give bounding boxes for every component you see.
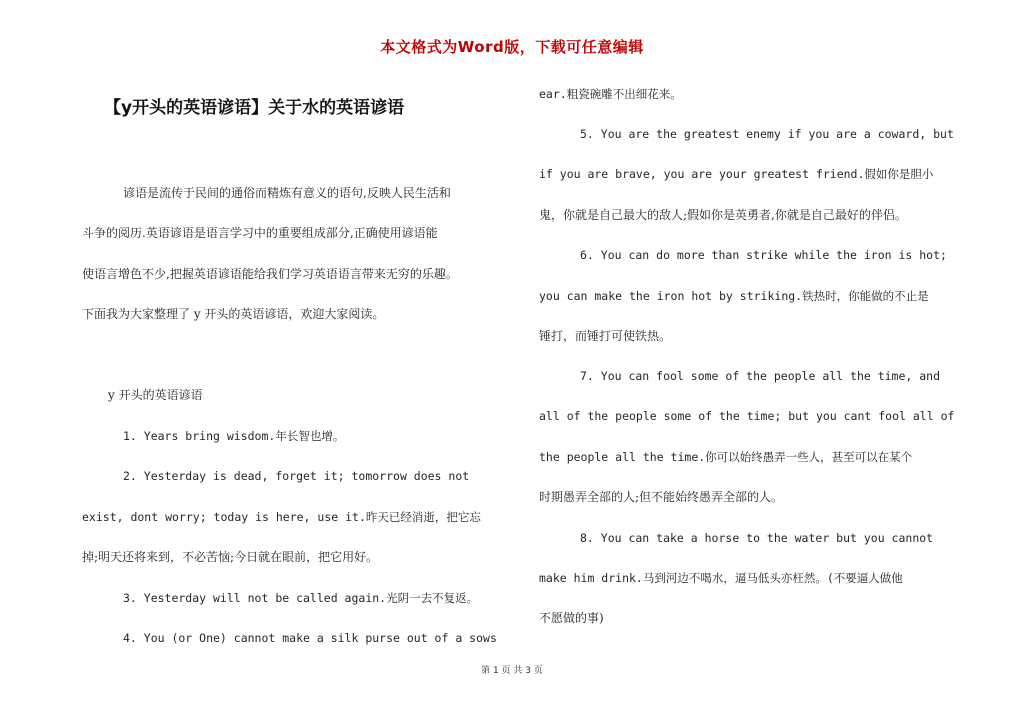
proverb-6-line-2: you can make the iron hot by striking.铁热时，你能做的不止是	[539, 289, 929, 303]
proverb-7-line-2: all of the people some of the time; but you cant fool all of	[539, 409, 955, 423]
proverb-5-line-3: 鬼，你就是自己最大的敌人;假如你是英勇者,你就是自己最好的伴侣。	[539, 208, 907, 222]
proverb-8-line-1: 8. You can take a horse to the water but you cannot	[580, 531, 934, 545]
proverb-6-line-3: 锤打，而锤打可使铁热。	[539, 329, 672, 343]
proverb-3: 3. Yesterday will not be called again.光阴一去不复返。	[123, 591, 479, 605]
intro-line-1: 谚语是流传于民间的通俗而精炼有意义的语句,反映人民生活和	[123, 186, 451, 200]
proverb-1: 1. Years bring wisdom.年长智也增。	[123, 429, 345, 443]
document-title: 【y开头的英语谚语】关于水的英语谚语	[104, 98, 405, 118]
proverb-6-line-1: 6. You can do more than strike while the iron is hot;	[580, 248, 947, 262]
intro-line-2: 斗争的阅历.英语谚语是语言学习中的重要组成部分,正确使用谚语能	[82, 226, 438, 240]
proverb-7-line-3: the people all the time.你可以始终愚弄一些人，甚至可以在某个	[539, 450, 913, 464]
section-heading: y 开头的英语谚语	[108, 388, 203, 402]
proverb-7-line-1: 7. You can fool some of the people all the time, and	[580, 369, 941, 383]
proverb-2-line-2: exist, dont worry; today is here, use it.昨天已经消逝，把它忘	[82, 510, 481, 524]
intro-line-4: 下面我为大家整理了 y 开头的英语谚语，欢迎大家阅读。	[82, 307, 385, 321]
page-number: 第 1 页 共 3 页	[481, 666, 543, 676]
proverb-4-line-2: ear.粗瓷碗雕不出细花来。	[539, 87, 682, 101]
proverb-5-line-1: 5. You are the greatest enemy if you are a coward, but	[580, 127, 954, 141]
proverb-5-line-2: if you are brave, you are your greatest friend.假如你是胆小	[539, 167, 934, 181]
proverb-8-line-3: 不愿做的事)	[539, 611, 604, 625]
intro-line-3: 使语言增色不少,把握英语谚语能给我们学习英语语言带来无穷的乐趣。	[82, 267, 458, 281]
proverb-7-line-4: 时期愚弄全部的人;但不能始终愚弄全部的人。	[539, 490, 784, 504]
download-banner: 本文格式为Word版，下载可任意编辑	[380, 38, 644, 56]
proverb-2-line-1: 2. Yesterday is dead, forget it; tomorrow does not	[123, 469, 470, 483]
proverb-2-line-3: 掉;明天还将来到，不必苦恼;今日就在眼前，把它用好。	[82, 550, 379, 564]
proverb-8-line-2: make him drink.马到河边不喝水，逼马低头亦枉然。(不要逼人做他	[539, 571, 903, 585]
proverb-4-line-1: 4. You (or One) cannot make a silk purse out of a sows	[123, 631, 497, 645]
